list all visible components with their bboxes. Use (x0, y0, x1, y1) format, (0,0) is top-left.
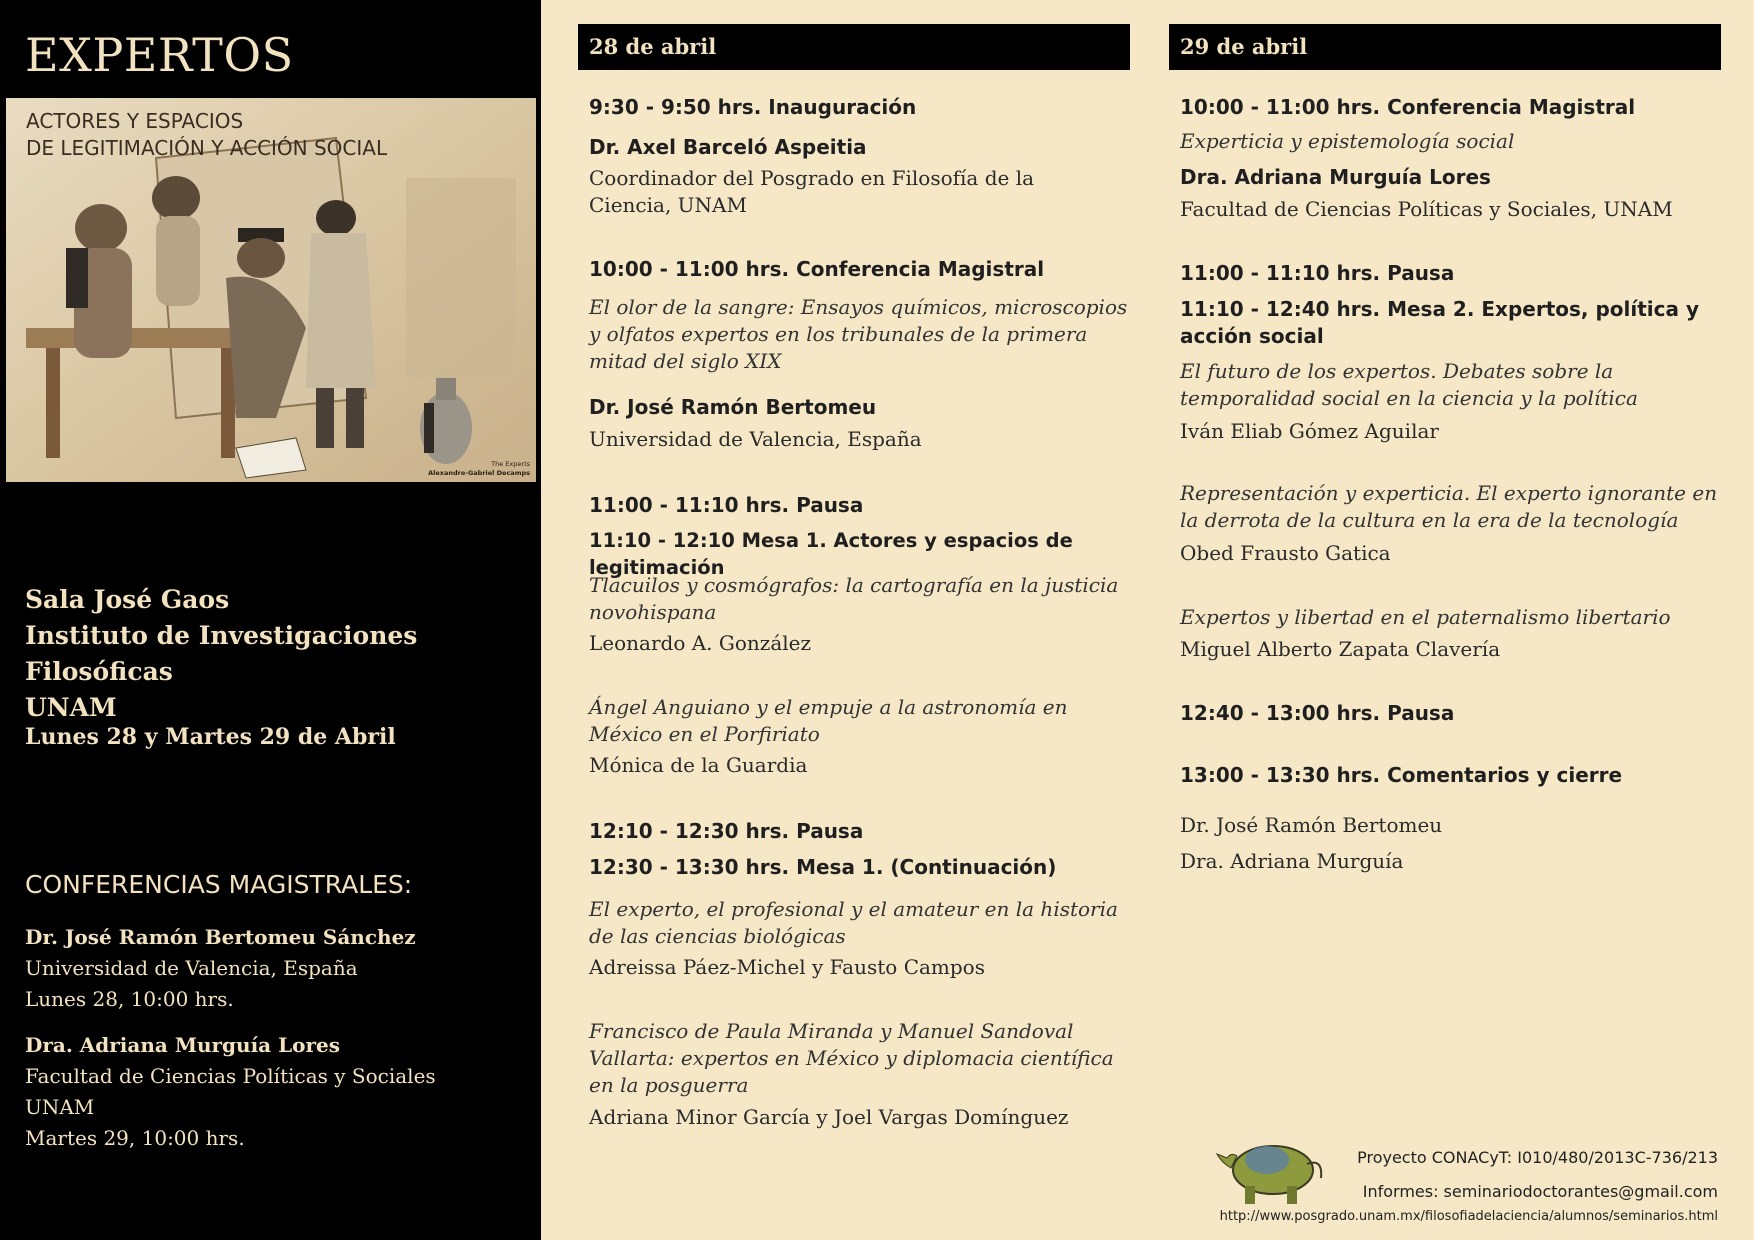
venue-university: UNAM (25, 693, 117, 722)
keynote-speaker-1 (25, 922, 416, 1015)
project-info: Proyecto CONACyT: I010/480/2013C-736/213 (1357, 1148, 1718, 1167)
speaker-affiliation: Coordinador del Posgrado en Filosofía de la Ciencia, UNAM (589, 166, 1035, 217)
speaker-time: Lunes 28, 10:00 hrs. (25, 987, 234, 1011)
session-time: 10:00 - 11:00 hrs. Conferencia Magistral (589, 257, 1045, 281)
cover-artwork (6, 98, 536, 482)
speaker-name: Dra. Adriana Murguía Lores (1180, 165, 1491, 189)
speaker-affiliation: Universidad de Valencia, España (589, 427, 922, 451)
session-time: 9:30 - 9:50 hrs. Inauguración (589, 95, 917, 119)
session-time: 10:00 - 11:00 hrs. Conferencia Magistral (1180, 95, 1636, 119)
schedule-day-1 (578, 24, 1130, 1129)
talk-title: Experticia y epistemología social (1180, 129, 1515, 153)
venue-institute: Instituto de Investigaciones Filosóficas (25, 621, 418, 686)
rhinoceros-icon (1211, 1124, 1329, 1208)
talk-author: Mónica de la Guardia (589, 753, 808, 777)
talk-author: Adreissa Páez-Michel y Fausto Campos (589, 955, 985, 979)
session-break: 12:40 - 13:00 hrs. Pausa (1180, 701, 1455, 725)
talk-title: Representación y experticia. El experto ignorante en la derrota de la cultura en la era de la tecnología (1180, 481, 1718, 532)
talk-title: Expertos y libertad en el paternalismo libertario (1180, 605, 1671, 629)
talk-author: Miguel Alberto Zapata Clavería (1180, 637, 1501, 661)
conferences-heading: CONFERENCIAS MAGISTRALES: (25, 870, 413, 899)
session-time: 12:30 - 13:30 hrs. Mesa 1. (Continuación) (589, 855, 1057, 879)
artwork-credit (428, 460, 530, 478)
session-break: 11:00 - 11:10 hrs. Pausa (589, 493, 864, 517)
closing-speaker: Dr. José Ramón Bertomeu (1180, 813, 1443, 837)
speaker-name: Dra. Adriana Murguía Lores (25, 1033, 341, 1057)
day-header: 29 de abril (1169, 24, 1721, 70)
venue-room: Sala José Gaos (25, 585, 230, 614)
session-break: 11:00 - 11:10 hrs. Pausa (1180, 261, 1455, 285)
talk-title: Francisco de Paula Miranda y Manuel Sandoval Vallarta: expertos en México y diplomacia científica en la posguerra (589, 1019, 1114, 1097)
talk-title: Tlacuilos y cosmógrafos: la cartografía en la justicia novohispana (589, 573, 1119, 624)
speaker-affiliation: Universidad de Valencia, España (25, 956, 358, 980)
speaker-time: Martes 29, 10:00 hrs. (25, 1126, 245, 1150)
session-time: 13:00 - 13:30 hrs. Comentarios y cierre (1180, 763, 1623, 787)
speaker-name: Dr. José Ramón Bertomeu Sánchez (25, 925, 416, 949)
venue-block (25, 582, 541, 726)
session-break: 12:10 - 12:30 hrs. Pausa (589, 819, 864, 843)
talk-title: El experto, el profesional y el amateur en la historia de las ciencias biológicas (589, 897, 1118, 948)
talk-author: Adriana Minor García y Joel Vargas Domínguez (589, 1105, 1069, 1129)
talk-title: Ángel Anguiano y el empuje a la astronomía en México en el Porfiriato (589, 695, 1068, 746)
schedule-day-2 (1169, 24, 1721, 873)
artwork-title (26, 108, 387, 162)
keynote-speaker-2 (25, 1030, 436, 1154)
speaker-affiliation: Facultad de Ciencias Políticas y Sociales (25, 1064, 436, 1088)
left-panel (0, 0, 541, 1240)
artwork-credit-title: The Experts (491, 460, 530, 468)
speaker-name: Dr. José Ramón Bertomeu (589, 395, 877, 419)
artwork-credit-artist: Alexandre-Gabriel Decamps (428, 469, 530, 477)
talk-title: El olor de la sangre: Ensayos químicos, microscopios y olfatos expertos en los tribunales de la primera mitad del siglo XIX (589, 295, 1128, 373)
talk-author: Obed Frausto Gatica (1180, 541, 1391, 565)
day-header: 28 de abril (578, 24, 1130, 70)
artwork-title-line-2: DE LEGITIMACIÓN Y ACCIÓN SOCIAL (26, 136, 388, 160)
session-time: 11:10 - 12:10 Mesa 1. Actores y espacios de legitimación (589, 529, 1073, 579)
talk-author: Leonardo A. González (589, 631, 812, 655)
speaker-affiliation-2: UNAM (25, 1095, 95, 1119)
contact-email[interactable]: Informes: seminariodoctorantes@gmail.com (1362, 1182, 1718, 1201)
artwork-title-line-1: ACTORES Y ESPACIOS (26, 109, 244, 133)
talk-author: Iván Eliab Gómez Aguilar (1180, 419, 1439, 443)
closing-speaker: Dra. Adriana Murguía (1180, 849, 1404, 873)
event-dates: Lunes 28 y Martes 29 de Abril (25, 724, 396, 750)
talk-title: El futuro de los expertos. Debates sobre la temporalidad social en la ciencia y la política (1180, 359, 1638, 410)
website-link[interactable]: http://www.posgrado.unam.mx/filosofiadelaciencia/alumnos/seminarios.html (1219, 1209, 1718, 1224)
page-title: EXPERTOS (25, 28, 294, 82)
session-time: 11:10 - 12:40 hrs. Mesa 2. Expertos, política y acción social (1180, 297, 1699, 348)
speaker-affiliation: Facultad de Ciencias Políticas y Sociales, UNAM (1180, 197, 1673, 221)
speaker-name: Dr. Axel Barceló Aspeitia (589, 135, 867, 159)
